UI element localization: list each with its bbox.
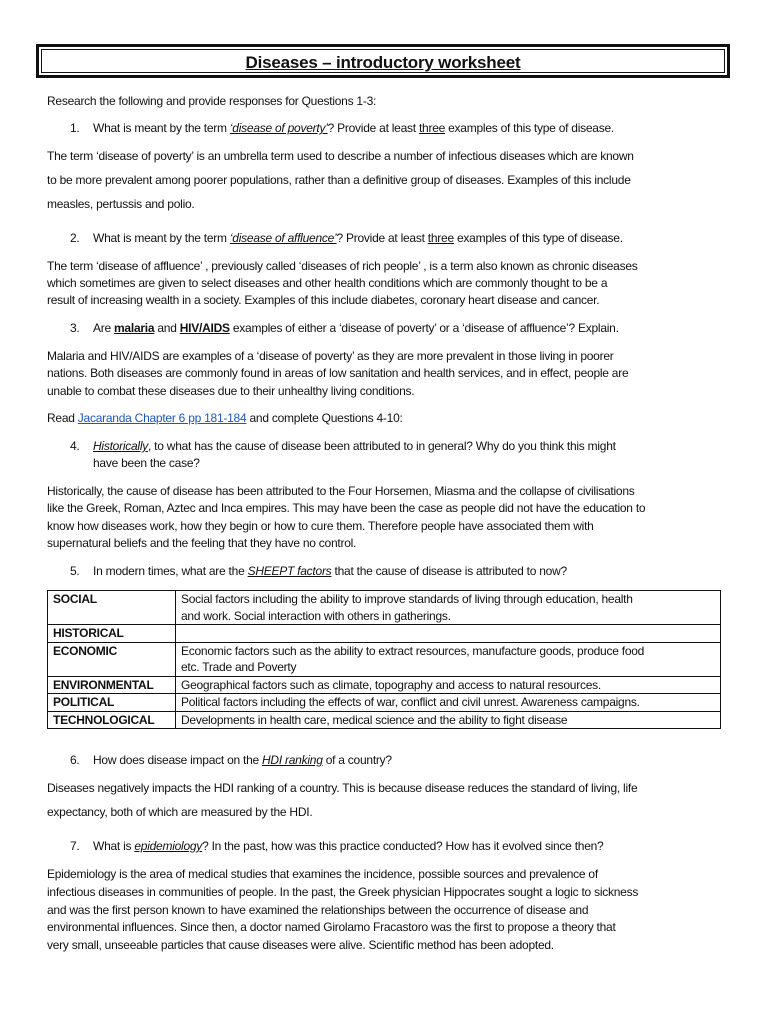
answer-line: know how diseases work, how they begin or how to cure them. Therefore people have associated them with (47, 519, 594, 533)
emphasis: three (418, 121, 446, 135)
answer-line: to be more prevalent among poorer populations, rather than a definitive group of diseases. Examples of this include (47, 173, 631, 187)
answer-line: The term ‘disease of poverty’ is an umbrella term used to describe a number of infectious diseases which are known (47, 149, 634, 163)
question-text: that the cause of disease is attributed to now? (331, 564, 567, 578)
term: Historically (93, 439, 149, 453)
table-row (48, 676, 721, 694)
factor-description (176, 694, 721, 712)
factor-name: SOCIAL (48, 591, 176, 625)
term: epidemiology (134, 839, 203, 853)
reading-instruction (47, 410, 403, 426)
question-number: 5. (70, 564, 80, 578)
question-6 (70, 752, 392, 768)
question-number: 7. (70, 839, 80, 853)
answer-line: Diseases negatively impacts the HDI ranking of a country. This is because disease reduces the standard of living, life (47, 781, 638, 795)
answer-line: Malaria and HIV/AIDS are examples of a ‘disease of poverty’ as they are more prevalent in those living in poorer (47, 349, 614, 363)
question-text: examples of either a ‘disease of poverty’ or a ‘disease of affluence’? Explain. (229, 321, 619, 335)
question-text: and (154, 321, 180, 335)
question-number: 2. (70, 231, 80, 245)
question-text: examples of this type of disease. (445, 121, 614, 135)
question-text: ? Provide at least (336, 231, 428, 245)
description-line: and work. Social interaction with others in gatherings. (181, 608, 451, 623)
answer-line: The term ‘disease of affluence’ , previously called ‘diseases of rich people’ , is a term also known as chronic diseases (47, 259, 638, 273)
answer-line: like the Greek, Roman, Aztec and Inca empires. This may have been the case as people did not have the education to (47, 501, 646, 515)
question-text: What is (93, 839, 135, 853)
factor-description (176, 642, 721, 676)
factor-description (176, 591, 721, 625)
question-text: Are (93, 321, 115, 335)
description-line: etc. Trade and Poverty (181, 660, 297, 674)
question-text: In modern times, what are the (93, 564, 248, 578)
question-number: 6. (70, 753, 80, 767)
question-text: What is meant by the term (93, 121, 230, 135)
question-text: ? Provide at least (327, 121, 419, 135)
answer-line: unable to combat these diseases due to their unhealthy living conditions. (47, 384, 415, 398)
question-text: How does disease impact on the (93, 753, 263, 767)
term: malaria (114, 321, 155, 335)
term: HIV/AIDS (179, 321, 230, 335)
factor-name: ENVIRONMENTAL (48, 676, 176, 694)
answer-line: Historically, the cause of disease has been attributed to the Four Horsemen, Miasma and the collapse of civilisations (47, 484, 635, 498)
answer-line: environmental influences. Since then, a doctor named Girolamo Fracastoro was the first to propose a theory that (47, 920, 616, 934)
question-4 (70, 438, 616, 454)
instruction-text: and complete Questions 4-10: (246, 411, 403, 425)
question-text: have been the case? (93, 456, 200, 470)
question-text: ? In the past, how was this practice conducted? How has it evolved since then? (202, 839, 604, 853)
answer-line: expectancy, both of which are measured by the HDI. (47, 805, 313, 819)
question-1 (70, 120, 614, 136)
instruction-text: Read (47, 411, 78, 425)
intro-text: Research the following and provide responses for Questions 1-3: (47, 94, 377, 108)
question-3 (70, 320, 619, 336)
chapter-link[interactable]: Jacaranda Chapter 6 pp 181-184 (77, 411, 247, 425)
table-row (48, 591, 721, 625)
question-5 (70, 563, 567, 579)
answer-line: and was the first person known to have examined the relationships between the occurrence of disease and (47, 903, 589, 917)
answer-line: result of increasing wealth in a society. Examples of this include diabetes, coronary heart disease and cancer. (47, 293, 600, 307)
description-line: Developments in health care, medical science and the ability to fight disease (181, 712, 568, 727)
answer-line: very small, unseeable particles that cause diseases were alive. Scientific method has been adopted. (47, 938, 554, 952)
question-number: 3. (70, 321, 80, 335)
term: SHEEPT factors (247, 564, 332, 578)
factor-description (176, 711, 721, 729)
factor-description (176, 676, 721, 694)
factor-name: TECHNOLOGICAL (48, 711, 176, 729)
answer-line: supernatural beliefs and the feeling that they have no control. (47, 536, 357, 550)
question-7 (70, 838, 603, 854)
factor-name: ECONOMIC (48, 642, 176, 676)
factor-name: POLITICAL (48, 694, 176, 712)
question-text: What is meant by the term (93, 231, 230, 245)
question-text: examples of this type of disease. (453, 231, 623, 245)
answer-line: infectious diseases in communities of people. In the past, the Greek physician Hippocrates sought a logic to sickness (47, 885, 639, 899)
sheept-table (47, 590, 721, 729)
term: ‘disease of poverty’ (229, 121, 328, 135)
question-text: of a country? (322, 753, 392, 767)
answer-line: which sometimes are given to select diseases and other health conditions which are commonly thought to be a (47, 276, 608, 290)
table-row (48, 625, 721, 643)
term: ‘disease of affluence’ (229, 231, 337, 245)
question-number: 4. (70, 439, 80, 453)
table-row (48, 711, 721, 729)
description-line: Economic factors such as the ability to extract resources, manufacture goods, produce food (181, 643, 645, 658)
answer-line: measles, pertussis and polio. (47, 197, 195, 211)
description-line: Geographical factors such as climate, topography and access to natural resources. (181, 677, 601, 692)
question-text: , to what has the cause of disease been attributed to in general? Why do you think this might (148, 439, 616, 453)
answer-line: Epidemiology is the area of medical studies that examines the incidence, possible sources and prevalence of (47, 867, 598, 881)
emphasis: three (427, 231, 454, 245)
title-box (36, 44, 730, 78)
description-line: Political factors including the effects of war, conflict and civil unrest. Awareness campaigns. (181, 695, 640, 709)
table-row (48, 642, 721, 676)
answer-line: nations. Both diseases are commonly found in areas of low sanitation and health services, and in effect, people are (47, 366, 629, 380)
page-title: Diseases – introductory worksheet (41, 49, 725, 73)
factor-name: HISTORICAL (48, 625, 176, 643)
term: HDI ranking (262, 753, 323, 767)
question-2 (70, 230, 623, 246)
table-row (48, 694, 721, 712)
factor-description (176, 625, 721, 643)
question-number: 1. (70, 121, 80, 135)
description-line: Social factors including the ability to improve standards of living through education, health (181, 592, 633, 606)
